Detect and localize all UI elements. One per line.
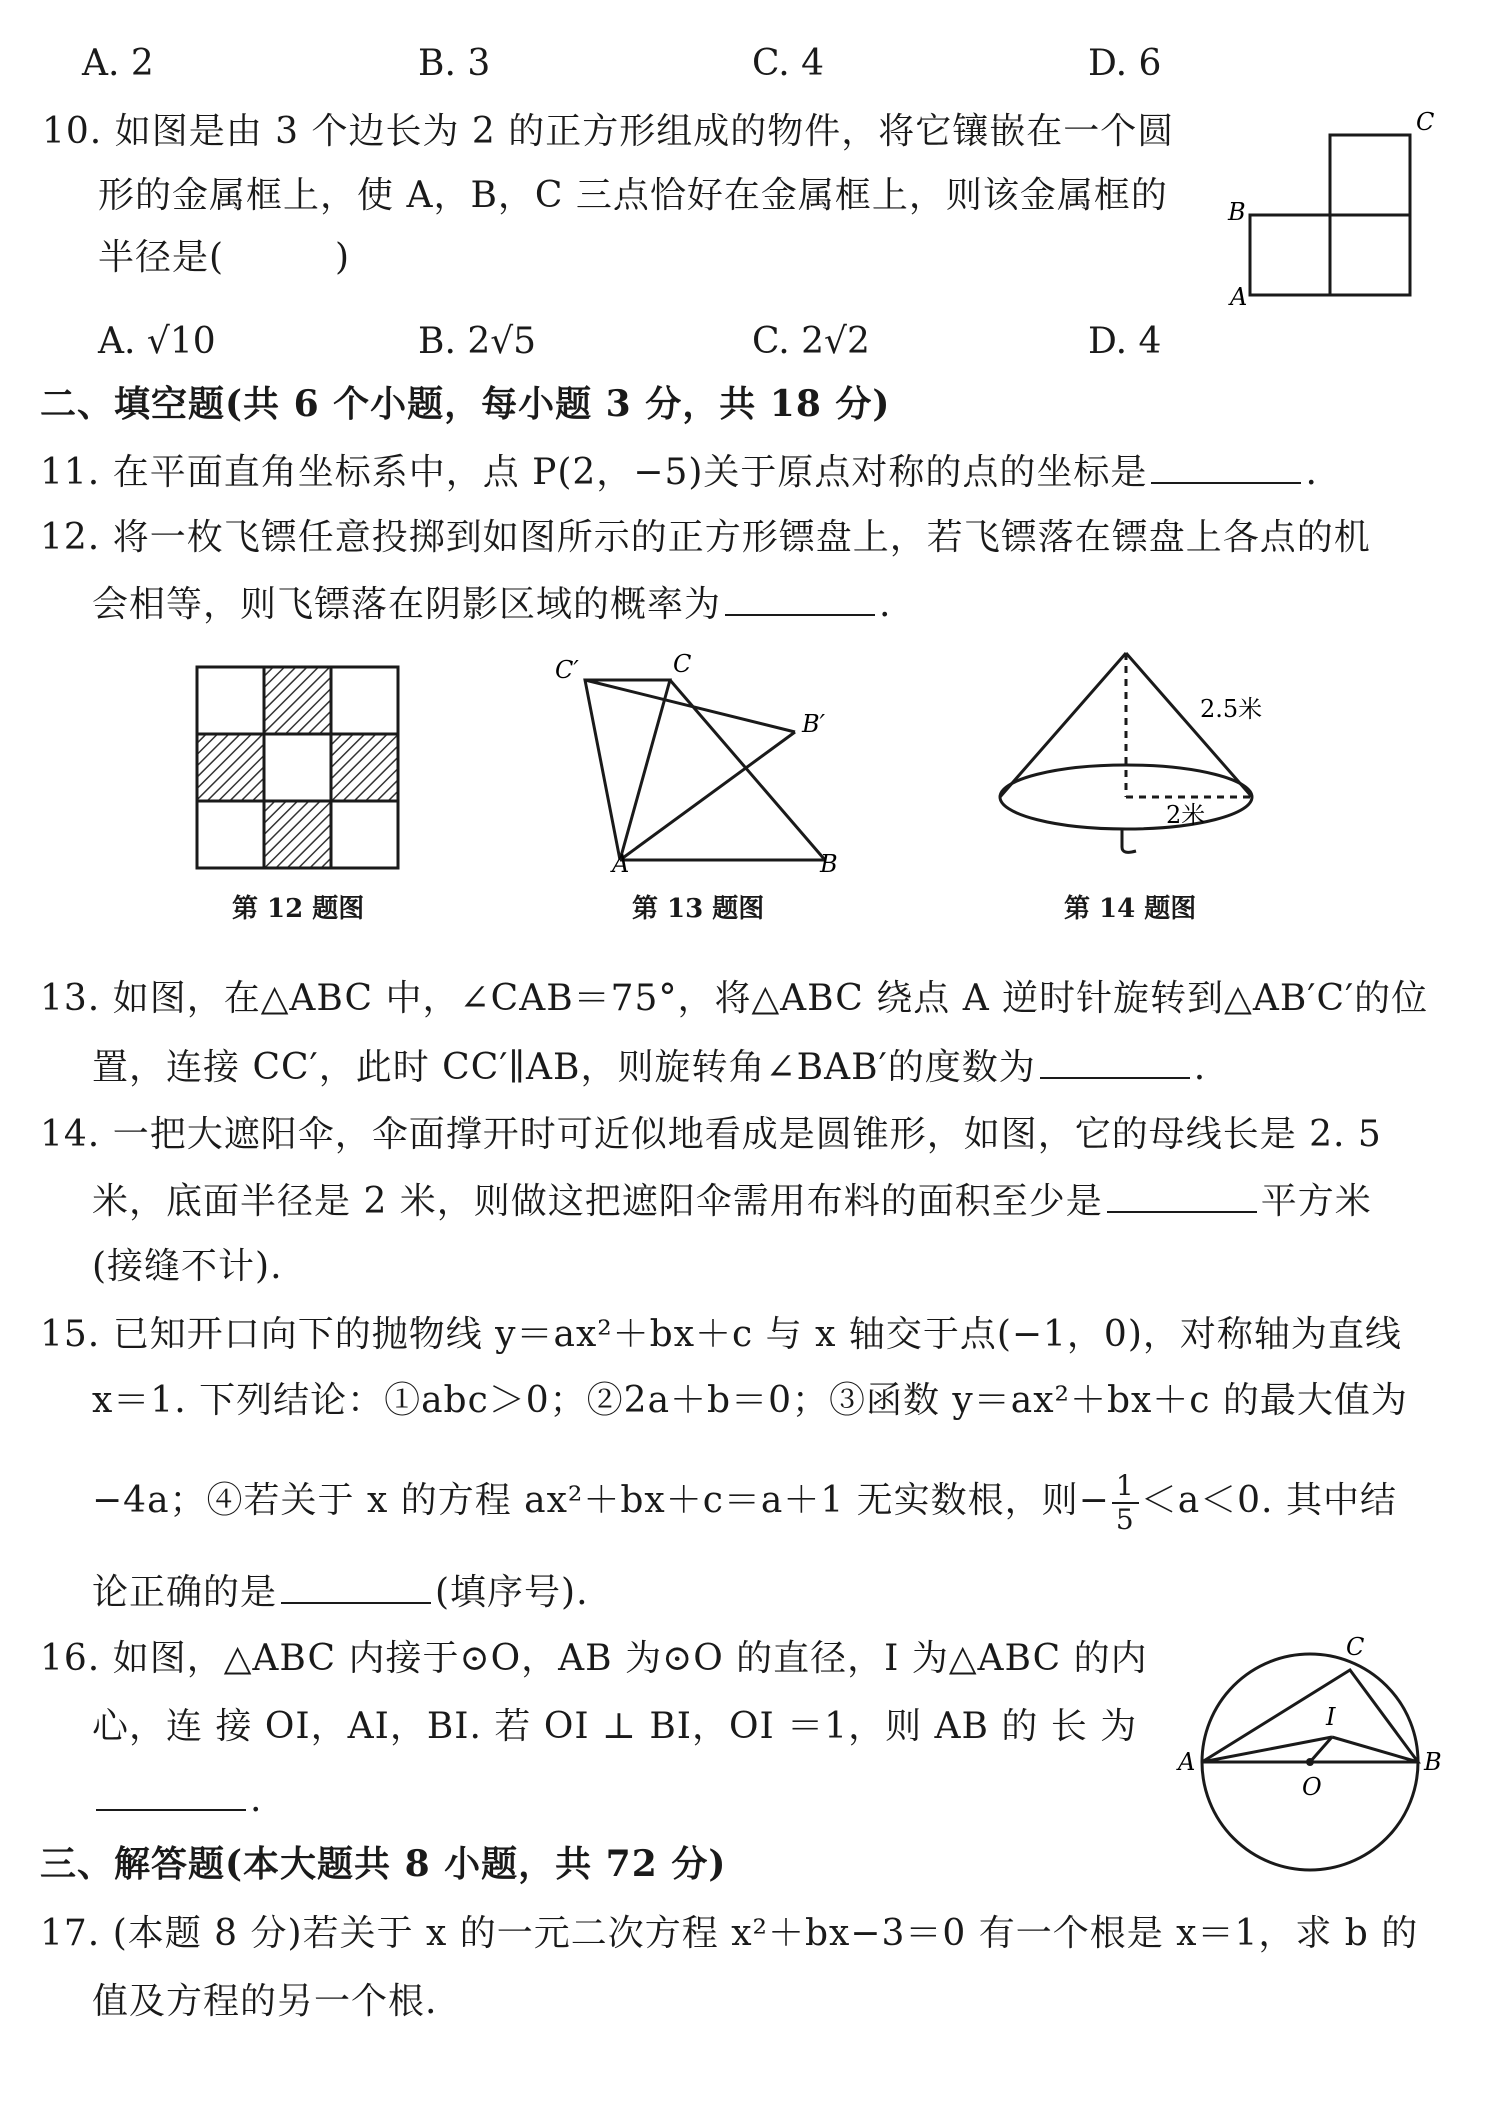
q10-square-top	[1330, 135, 1410, 215]
fig12-shaded-right	[331, 734, 398, 801]
q15-line4-post: (填序号).	[435, 1572, 589, 1613]
q15-line3-post: ＜a＜0. 其中结	[1140, 1480, 1397, 1521]
section2-heading: 二、填空题(共 6 个小题，每小题 3 分，共 18 分)	[40, 383, 891, 425]
q14-unit: 平方米	[1260, 1181, 1372, 1222]
q12-line2	[92, 580, 891, 629]
q15-line3	[92, 1470, 1397, 1536]
q9-option-a: A. 2	[82, 43, 154, 84]
q11-text	[40, 448, 1318, 497]
q10-line1: 10. 如图是由 3 个边长为 2 的正方形组成的物件，将它镶嵌在一个圆	[42, 111, 1175, 152]
q12-end: .	[879, 584, 892, 625]
fig12-caption: 第 12 题图	[232, 894, 365, 924]
q10-line3: 半径是( )	[98, 237, 351, 278]
fig13-label-b-prime: B′	[802, 710, 826, 738]
q12-answer-blank	[725, 580, 875, 616]
q10-option-a: A. √10	[98, 321, 216, 362]
fig14-slant-label: 2.5米	[1200, 695, 1263, 723]
q16-answer-blank	[96, 1775, 246, 1811]
fig12-shaded-left	[197, 734, 264, 801]
q16-line2: 心，连 接 OI，AI，BI. 若 OI ⊥ BI，OI ＝1，则 AB 的 长 为	[92, 1706, 1138, 1747]
q14-line3: (接缝不计).	[92, 1246, 283, 1287]
q16-figure	[1170, 1625, 1440, 1875]
fig13-label-c: C	[673, 650, 692, 678]
q15-frac-num: 1	[1112, 1470, 1139, 1504]
q10-line2: 形的金属框上，使 A，B，C 三点恰好在金属框上，则该金属框的	[98, 175, 1168, 216]
section3-heading: 三、解答题(本大题共 8 小题，共 72 分)	[40, 1843, 727, 1885]
q9-option-c: C. 4	[752, 43, 825, 84]
fig14-cone	[990, 645, 1290, 875]
q15-answer-blank	[281, 1568, 431, 1604]
q10-square-left	[1250, 215, 1330, 295]
q17-line1: 17. (本题 8 分)若关于 x 的一元二次方程 x²＋bx−3＝0 有一个根是 x＝1，求 b 的	[40, 1913, 1419, 1954]
q13-end: .	[1193, 1047, 1207, 1088]
q16-end: .	[250, 1779, 263, 1820]
q16-label-o: O	[1302, 1773, 1322, 1801]
q10-label-c: C	[1416, 108, 1435, 136]
fig13-label-c-prime: C′	[555, 656, 579, 684]
fig13-triangles	[540, 650, 880, 878]
q9-option-b: B. 3	[418, 43, 491, 84]
q12-line1: 12. 将一枚飞镖任意投掷到如图所示的正方形镖盘上，若飞镖落在镖盘上各点的机	[40, 517, 1371, 558]
q15-frac-den: 5	[1115, 1503, 1135, 1536]
q12-stem: 会相等，则飞镖落在阴影区域的概率为	[92, 584, 722, 625]
q10-figure	[1220, 100, 1460, 320]
q15-fraction	[1112, 1470, 1139, 1536]
q11-stem: 11. 在平面直角坐标系中，点 P(2，−5)关于原点对称的点的坐标是	[40, 452, 1148, 493]
q15-line3-pre: −4a；④若关于 x 的方程 ax²＋bx＋c＝a＋1 无实数根，则−	[92, 1480, 1110, 1521]
q13-line1: 13. 如图，在△ABC 中，∠CAB＝75°，将△ABC 绕点 A 逆时针旋转到△AB′C′的位	[40, 978, 1429, 1019]
fig12-dartboard	[195, 665, 400, 870]
fig13-label-b: B	[820, 850, 838, 878]
q14-line1: 14. 一把大遮阳伞，伞面撑开时可近似地看成是圆锥形，如图，它的母线长是 2. 5	[40, 1114, 1382, 1155]
fig13-label-a: A	[612, 850, 630, 878]
q14-stem: 米，底面半径是 2 米，则做这把遮阳伞需用布料的面积至少是	[92, 1181, 1103, 1222]
q13-line2	[92, 1043, 1206, 1092]
fig12-shaded-bottom	[264, 801, 331, 868]
q11-end: .	[1305, 452, 1318, 493]
fig12-shaded-top	[264, 667, 331, 734]
q14-line2	[92, 1177, 1372, 1226]
q14-answer-blank	[1107, 1177, 1257, 1213]
q10-option-d: D. 4	[1088, 321, 1162, 362]
q16-label-b: B	[1424, 1748, 1442, 1776]
fig14-radius-label: 2米	[1166, 801, 1206, 829]
fig13-caption: 第 13 题图	[632, 894, 765, 924]
q13-stem: 置，连接 CC′，此时 CC′∥AB，则旋转角∠BAB′的度数为	[92, 1047, 1036, 1088]
q16-label-a: A	[1178, 1748, 1196, 1776]
q16-label-i: I	[1326, 1703, 1336, 1731]
q10-option-b: B. 2√5	[418, 321, 537, 362]
q10-label-b: B	[1228, 198, 1246, 226]
q13-answer-blank	[1040, 1043, 1190, 1079]
q11-answer-blank	[1151, 448, 1301, 484]
q10-option-c: C. 2√2	[752, 321, 870, 362]
q15-line4	[92, 1568, 589, 1617]
q16-label-c: C	[1346, 1633, 1365, 1661]
fig14-caption: 第 14 题图	[1064, 894, 1197, 924]
q17-line2: 值及方程的另一个根.	[92, 1981, 438, 2022]
q16-line3	[92, 1775, 262, 1824]
q9-option-d: D. 6	[1088, 43, 1162, 84]
q10-label-a: A	[1230, 283, 1248, 311]
q15-line2: x＝1. 下列结论：①abc＞0；②2a＋b＝0；③函数 y＝ax²＋bx＋c 的最大值为	[92, 1380, 1408, 1421]
q15-line4-pre: 论正确的是	[92, 1572, 278, 1613]
q16-line1: 16. 如图，△ABC 内接于⊙O，AB 为⊙O 的直径，I 为△ABC 的内	[40, 1638, 1148, 1679]
q10-square-right	[1330, 215, 1410, 295]
q16-center-dot	[1306, 1758, 1314, 1766]
q15-line1: 15. 已知开口向下的抛物线 y＝ax²＋bx＋c 与 x 轴交于点(−1，0)，对称轴为直线	[40, 1314, 1402, 1355]
